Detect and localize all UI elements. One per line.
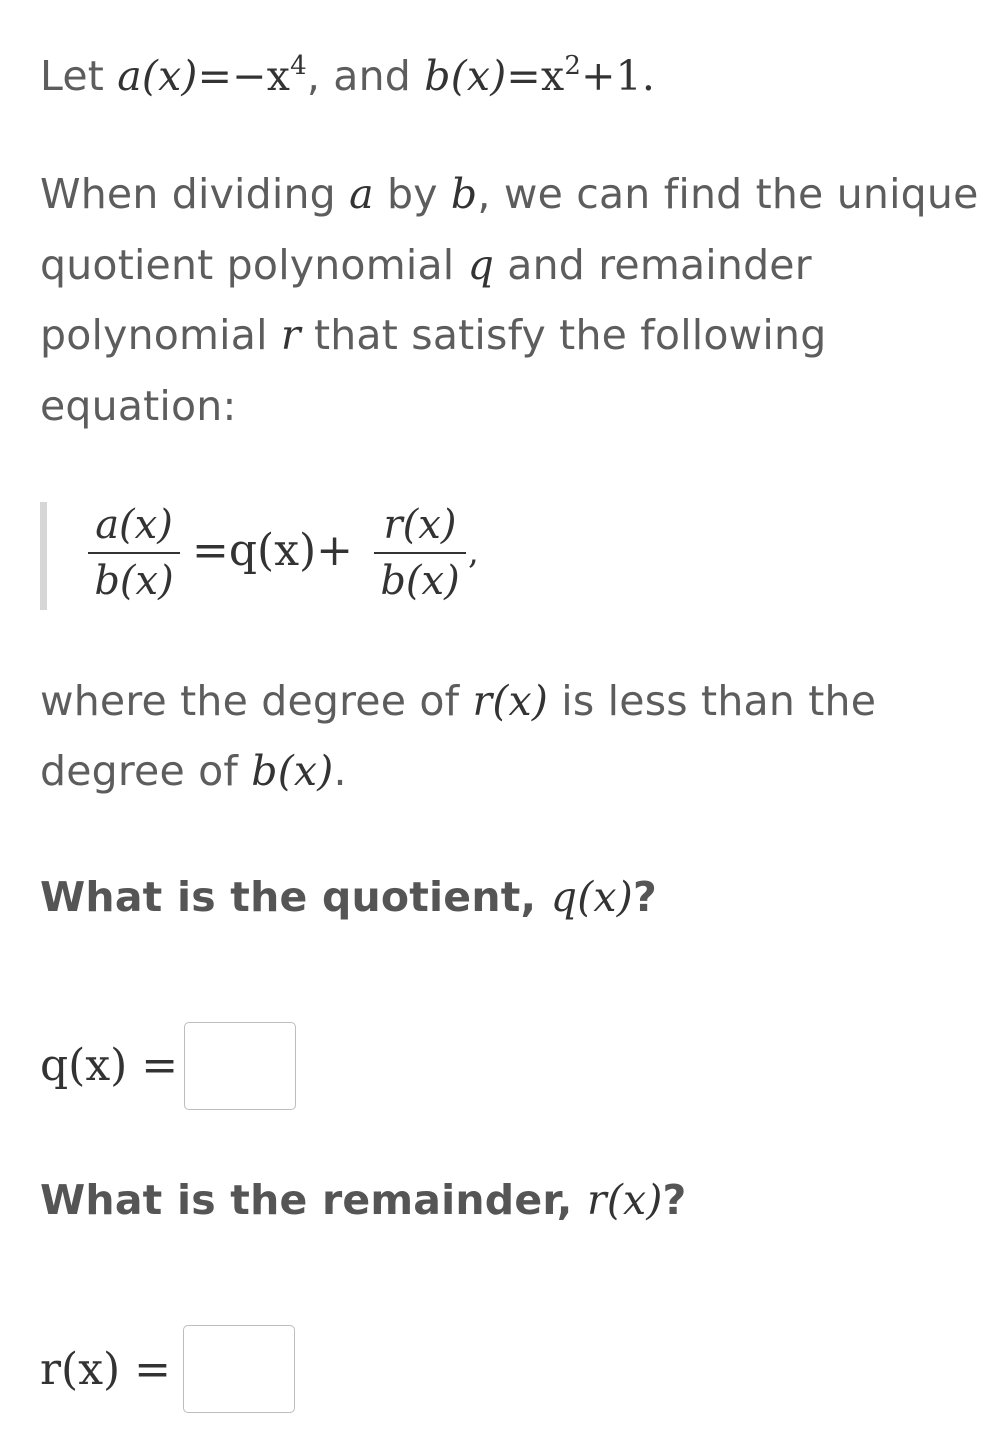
r-of-x: r(x) (472, 677, 549, 725)
fraction-right-bar (374, 552, 466, 554)
paragraph-text: that satisfy the following (300, 311, 827, 359)
var-q: q (467, 241, 495, 289)
b-tail: +1. (581, 52, 656, 100)
paragraph-line-3 (40, 305, 826, 365)
fraction-right-denominator: b(x) (380, 558, 460, 604)
paragraph-text: , we can find the unique (477, 170, 979, 218)
fraction-right (374, 500, 466, 606)
a-equals-neg-x: =−x (197, 52, 291, 100)
fraction-left-numerator: a(x) (95, 502, 173, 548)
var-r: r (280, 311, 301, 359)
paragraph-text: equation: (40, 382, 237, 430)
paragraph-line-4 (40, 376, 237, 436)
b-of-x: b(x) (251, 747, 334, 795)
question-remainder-mark: ? (662, 1176, 687, 1224)
a-of-x: a(x) (117, 52, 198, 100)
b-of-x: b(x) (424, 52, 507, 100)
equation-trailing-comma: , (468, 532, 479, 572)
question-remainder (40, 1170, 687, 1230)
fraction-left-bar (88, 552, 180, 554)
paragraph-text: quotient polynomial (40, 241, 468, 289)
fraction-right-numerator: r(x) (383, 502, 457, 548)
b-equals-x: =x (506, 52, 565, 100)
b-exponent: 2 (564, 51, 582, 81)
answer-quotient-label: q(x) = (40, 1040, 179, 1091)
equation-quote-bar (40, 502, 47, 610)
remainder-answer-input[interactable] (183, 1325, 295, 1413)
paragraph-line-1 (40, 164, 979, 224)
paragraph-line-2 (40, 235, 812, 295)
question-quotient-math: q(x) (550, 873, 633, 921)
a-exponent: 4 (290, 51, 307, 81)
paragraph-text: and remainder (494, 241, 812, 289)
condition-text: is less than the (548, 677, 877, 725)
let-text: Let (40, 52, 105, 100)
condition-line-2 (40, 741, 347, 801)
question-quotient (40, 867, 657, 927)
var-b: b (450, 170, 478, 218)
condition-line-1 (40, 671, 876, 731)
paragraph-text: polynomial (40, 311, 281, 359)
equation-middle: =q(x)+ (192, 525, 354, 576)
paragraph-text: When dividing (40, 170, 350, 218)
question-quotient-mark: ? (632, 873, 657, 921)
question-quotient-text: What is the quotient, (40, 873, 551, 921)
question-remainder-math: r(x) (587, 1176, 663, 1224)
condition-text: degree of (40, 747, 252, 795)
question-remainder-text: What is the remainder, (40, 1176, 588, 1224)
fraction-left (88, 500, 180, 606)
quotient-answer-input[interactable] (184, 1022, 296, 1110)
definitions-line (40, 36, 655, 106)
condition-text: where the degree of (40, 677, 473, 725)
fraction-left-denominator: b(x) (94, 558, 174, 604)
paragraph-text: by (373, 170, 451, 218)
answer-remainder-label: r(x) = (40, 1344, 172, 1395)
comma-and-text: , and (306, 52, 412, 100)
var-a: a (349, 170, 374, 218)
condition-text: . (333, 747, 347, 795)
